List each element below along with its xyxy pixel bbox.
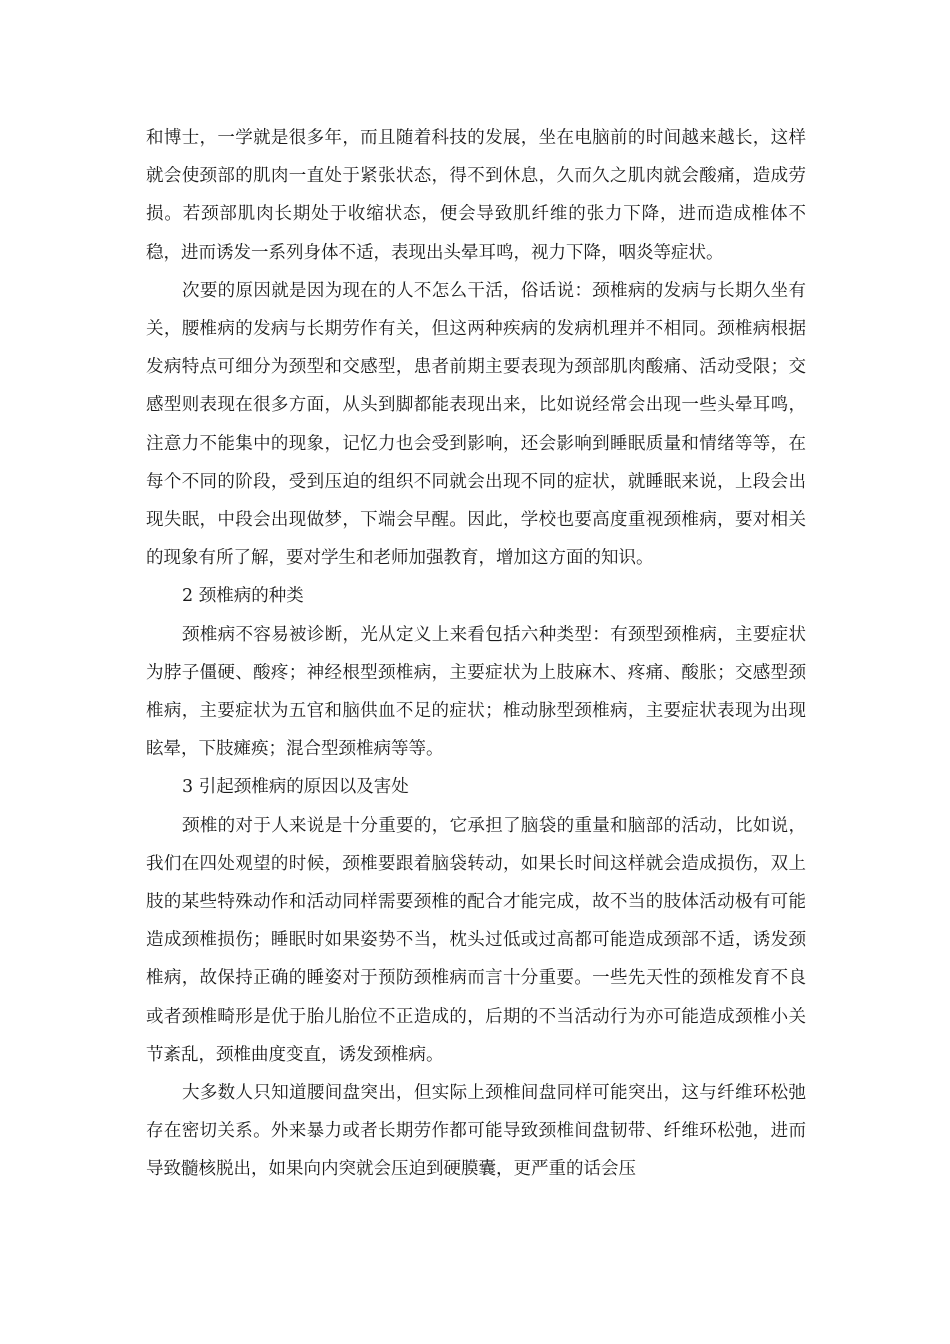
paragraph-disc-herniation: 大多数人只知道腰间盘突出，但实际上颈椎间盘同样可能突出，这与纤维环松弛存在密切关系。外来暴力或者长期劳作都可能导致颈椎间盘韧带、纤维环松弛，进而导致髓核脱出，如果向内突就会压迫到硬膜囊，更严重的话会压 — [146, 1083, 806, 1180]
section-heading-types: 2 颈椎病的种类 — [182, 586, 304, 607]
paragraph-secondary-cause: 次要的原因就是因为现在的人不怎么干活，俗话说：颈椎病的发病与长期久坐有关，腰椎病的发病与长期劳作有关，但这两种疾病的发病机理并不相同。颈椎病根据发病特点可细分为颈型和交感型，患者前期主要表现为颈部肌肉酸痛、活动受限；交感型则表现在很多方面，从头到脚都能表现出来，比如说经常会出现一些头晕耳鸣，注意力不能集中的现象，记忆力也会受到影响，还会影响到睡眠质量和情绪等等，在每个不同的阶段，受到压迫的组织不同就会出现不同的症状，就睡眠来说，上段会出现失眠，中段会出现做梦，下端会早醒。因此，学校也要高度重视颈椎病，要对相关的现象有所了解，要对学生和老师加强教育，增加这方面的知识。 — [146, 280, 806, 569]
paragraph-types: 颈椎病不容易被诊断，光从定义上来看包括六种类型：有颈型颈椎病，主要症状为脖子僵硬、酸疼；神经根型颈椎病，主要症状为上肢麻木、疼痛、酸胀；交感型颈椎病，主要症状为五官和脑供血不足的症状；椎动脉型颈椎病，主要症状表现为出现眩晕，下肢瘫痪；混合型颈椎病等等。 — [146, 624, 806, 760]
paragraph-causes: 颈椎的对于人来说是十分重要的，它承担了脑袋的重量和脑部的活动，比如说，我们在四处观望的时候，颈椎要跟着脑袋转动，如果长时间这样就会造成损伤，双上肢的某些特殊动作和活动同样需要颈椎的配合才能完成，故不当的肢体活动极有可能造成颈椎损伤；睡眠时如果姿势不当，枕头过低或过高都可能造成颈部不适，诱发颈椎病，故保持正确的睡姿对于预防颈椎病而言十分重要。一些先天性的颈椎发育不良或者颈椎畸形是优于胎儿胎位不正造成的，后期的不当活动行为亦可能造成颈椎小关节紊乱，颈椎曲度变直，诱发颈椎病。 — [146, 815, 806, 1065]
section-heading-causes-harm: 3 引起颈椎病的原因以及害处 — [182, 777, 409, 798]
document-body — [146, 119, 806, 1189]
paragraph-continuation: 和博士，一学就是很多年，而且随着科技的发展，坐在电脑前的时间越来越长，这样就会使颈部的肌肉一直处于紧张状态，得不到休息，久而久之肌肉就会酸痛，造成劳损。若颈部肌肉长期处于收缩状态，便会导致肌纤维的张力下降，进而造成椎体不稳，进而诱发一系列身体不适，表现出头晕耳鸣，视力下降，咽炎等症状。 — [146, 128, 806, 263]
